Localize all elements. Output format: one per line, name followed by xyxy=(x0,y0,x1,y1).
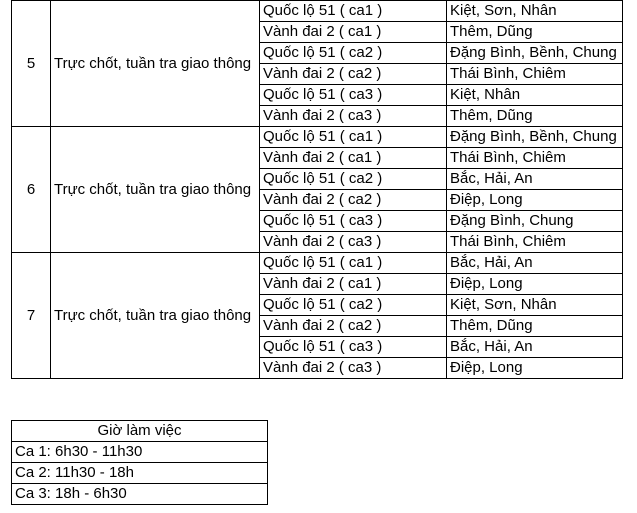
route-cell: Vành đai 2 ( ca2 ) xyxy=(260,64,447,85)
route-cell: Vành đai 2 ( ca1 ) xyxy=(260,148,447,169)
staff-cell: Đặng Bình, Chung xyxy=(447,211,623,232)
route-cell: Quốc lộ 51 ( ca3 ) xyxy=(260,211,447,232)
table-row xyxy=(12,484,268,505)
route-cell: Vành đai 2 ( ca3 ) xyxy=(260,358,447,379)
route-cell: Quốc lộ 51 ( ca1 ) xyxy=(260,1,447,22)
task-cell: Trực chốt, tuần tra giao thông xyxy=(51,127,260,253)
staff-cell: Thái Bình, Chiêm xyxy=(447,64,623,85)
task-cell: Trực chốt, tuần tra giao thông xyxy=(51,253,260,379)
group-number: 5 xyxy=(12,1,51,127)
route-cell: Vành đai 2 ( ca3 ) xyxy=(260,232,447,253)
staff-cell: Thêm, Dũng xyxy=(447,316,623,337)
staff-cell: Điệp, Long xyxy=(447,358,623,379)
group-number: 7 xyxy=(12,253,51,379)
route-cell: Vành đai 2 ( ca1 ) xyxy=(260,274,447,295)
staff-cell: Kiệt, Sơn, Nhân xyxy=(447,1,623,22)
group-number: 6 xyxy=(12,127,51,253)
route-cell: Vành đai 2 ( ca1 ) xyxy=(260,22,447,43)
route-cell: Quốc lộ 51 ( ca2 ) xyxy=(260,43,447,64)
route-cell: Vành đai 2 ( ca3 ) xyxy=(260,106,447,127)
route-cell: Quốc lộ 51 ( ca3 ) xyxy=(260,337,447,358)
table-row xyxy=(12,421,268,442)
route-cell: Quốc lộ 51 ( ca1 ) xyxy=(260,127,447,148)
table-row xyxy=(12,442,268,463)
table-row xyxy=(12,253,623,274)
route-cell: Quốc lộ 51 ( ca3 ) xyxy=(260,85,447,106)
route-cell: Vành đai 2 ( ca2 ) xyxy=(260,316,447,337)
staff-cell: Kiệt, Sơn, Nhân xyxy=(447,295,623,316)
working-hours-table xyxy=(11,420,268,505)
staff-cell: Kiệt, Nhân xyxy=(447,85,623,106)
shift-hours: Ca 2: 11h30 - 18h xyxy=(12,463,268,484)
working-hours-title: Giờ làm việc xyxy=(12,421,268,442)
staff-cell: Thái Bình, Chiêm xyxy=(447,232,623,253)
route-cell: Vành đai 2 ( ca2 ) xyxy=(260,190,447,211)
staff-cell: Đặng Bình, Bềnh, Chung xyxy=(447,127,623,148)
staff-cell: Đặng Bình, Bềnh, Chung xyxy=(447,43,623,64)
route-cell: Quốc lộ 51 ( ca1 ) xyxy=(260,253,447,274)
table-row xyxy=(12,463,268,484)
staff-cell: Điệp, Long xyxy=(447,274,623,295)
schedule-table xyxy=(11,0,623,379)
staff-cell: Bắc, Hải, An xyxy=(447,337,623,358)
staff-cell: Bắc, Hải, An xyxy=(447,169,623,190)
staff-cell: Thêm, Dũng xyxy=(447,106,623,127)
task-cell: Trực chốt, tuần tra giao thông xyxy=(51,1,260,127)
table-row xyxy=(12,127,623,148)
staff-cell: Thái Bình, Chiêm xyxy=(447,148,623,169)
shift-hours: Ca 3: 18h - 6h30 xyxy=(12,484,268,505)
shift-hours: Ca 1: 6h30 - 11h30 xyxy=(12,442,268,463)
staff-cell: Thêm, Dũng xyxy=(447,22,623,43)
staff-cell: Điệp, Long xyxy=(447,190,623,211)
route-cell: Quốc lộ 51 ( ca2 ) xyxy=(260,295,447,316)
route-cell: Quốc lộ 51 ( ca2 ) xyxy=(260,169,447,190)
staff-cell: Bắc, Hải, An xyxy=(447,253,623,274)
table-row xyxy=(12,1,623,22)
